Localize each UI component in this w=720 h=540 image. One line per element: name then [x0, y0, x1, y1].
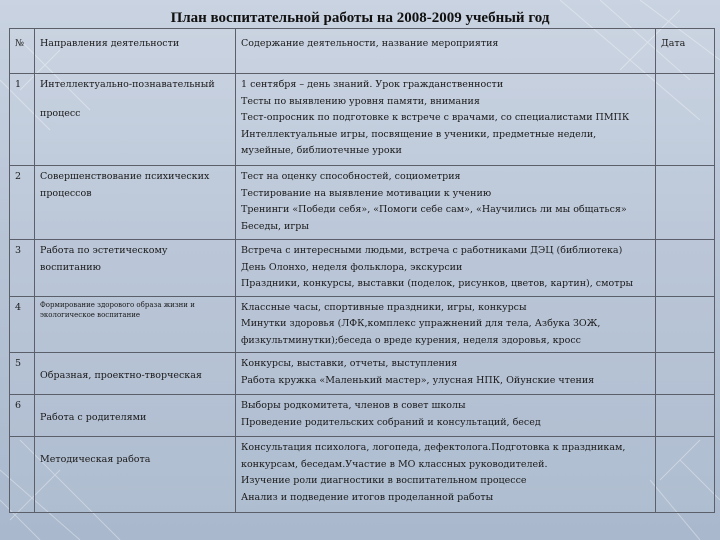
content-line: Тренинги «Победи себя», «Помоги себе сам», «Научились ли мы общаться»	[241, 204, 627, 215]
row-direction	[35, 240, 236, 297]
plan-table	[9, 28, 715, 513]
content-line: Анализ и подведение итогов проделанной работы	[241, 491, 494, 503]
header-content: Содержание деятельности, название мероприятия	[236, 29, 656, 74]
row-date	[656, 296, 715, 353]
direction-line: Совершенствование психических	[40, 171, 210, 182]
row-content	[236, 353, 656, 395]
row-num: 4	[10, 296, 35, 353]
direction-line: экологическое воспитание	[40, 310, 141, 319]
direction-line: Образная, проектно-творческая	[40, 370, 202, 381]
content-line: Тест на оценку способностей, социометрия	[241, 171, 461, 182]
table-row	[10, 74, 715, 166]
row-num	[10, 437, 35, 513]
row-num: 5	[10, 353, 35, 395]
row-direction	[35, 74, 236, 166]
row-date	[656, 395, 715, 437]
row-date	[656, 166, 715, 240]
content-line: Встреча с интересными людьми, встреча с работниками ДЭЦ (библиотека)	[241, 245, 623, 256]
row-num: 2	[10, 166, 35, 240]
table-row	[10, 437, 715, 513]
content-line: 1 сентября – день знаний. Урок гражданственности	[241, 79, 504, 90]
content-line: Праздники, конкурсы, выставки (поделок, рисунков, цветов, картин), смотры	[241, 278, 634, 289]
content-line: Конкурсы, выставки, отчеты, выступления	[241, 358, 458, 369]
content-line: Работа кружка «Маленький мастер», улусная НПК, Ойунские чтения	[241, 374, 595, 386]
direction-line: Формирование здорового образа жизни и	[40, 300, 195, 309]
table-row	[10, 296, 715, 353]
table-header-row	[10, 29, 715, 74]
content-line: конкурсам, беседам.Участие в МО классных руководителей.	[241, 458, 548, 470]
table-row	[10, 166, 715, 240]
row-date	[656, 437, 715, 513]
direction-line: Интеллектуально-познавательный	[40, 79, 215, 90]
direction-line: процессов	[40, 187, 92, 199]
row-content	[236, 74, 656, 166]
header-num: №	[10, 29, 35, 74]
row-num: 1	[10, 74, 35, 166]
content-line: Тесты по выявлению уровня памяти, внимания	[241, 95, 480, 107]
row-num: 6	[10, 395, 35, 437]
table-row	[10, 353, 715, 395]
content-line: Тест-опросник по подготовке к встрече с врачами, со специалистами ПМПК	[241, 112, 630, 123]
content-line: физкультминутки);беседа о вреде курения, неделя здоровья, кросс	[241, 334, 581, 346]
row-date	[656, 353, 715, 395]
content-line: Классные часы, спортивные праздники, игры, конкурсы	[241, 301, 527, 313]
direction-line: Работа с родителями	[40, 412, 147, 423]
direction-line: воспитанию	[40, 261, 101, 273]
content-line: Интеллектуальные игры, посвящение в ученики, предметные недели,	[241, 128, 597, 140]
content-line: музейные, библиотечные уроки	[241, 145, 402, 156]
content-line: Выборы родкомитета, членов в совет школы	[241, 400, 466, 411]
content-line: Изучение роли диагностики в воспитательном процессе	[241, 475, 527, 486]
content-line: День Олонхо, неделя фольклора, экскурсии	[241, 261, 463, 273]
direction-line: Методическая работа	[40, 454, 151, 465]
content-line: Консультация психолога, логопеда, дефектолога.Подготовка к праздникам,	[241, 442, 626, 453]
direction-line: Работа по эстетическому	[40, 245, 168, 256]
header-date: Дата	[656, 29, 715, 74]
row-content	[236, 296, 656, 353]
header-direction: Направления деятельности	[35, 29, 236, 74]
table-row	[10, 240, 715, 297]
page-title: План воспитательной работы на 2008-2009 учебный год	[170, 10, 550, 26]
content-line: Беседы, игры	[241, 220, 309, 232]
row-content	[236, 166, 656, 240]
row-direction	[35, 437, 236, 513]
row-date	[656, 240, 715, 297]
content-line: Тестирование на выявление мотивации к учению	[241, 187, 492, 199]
content-line: Минутки здоровья (ЛФК,комплекс упражнений для тела, Азбука ЗОЖ,	[241, 318, 601, 329]
row-content	[236, 437, 656, 513]
row-num: 3	[10, 240, 35, 297]
row-direction	[35, 166, 236, 240]
table-row	[10, 395, 715, 437]
row-content	[236, 240, 656, 297]
direction-line: процесс	[40, 107, 81, 119]
content-line: Проведение родительских собраний и консультаций, бесед	[241, 416, 541, 428]
row-content	[236, 395, 656, 437]
row-direction	[35, 296, 236, 353]
row-direction	[35, 353, 236, 395]
row-direction	[35, 395, 236, 437]
row-date	[656, 74, 715, 166]
